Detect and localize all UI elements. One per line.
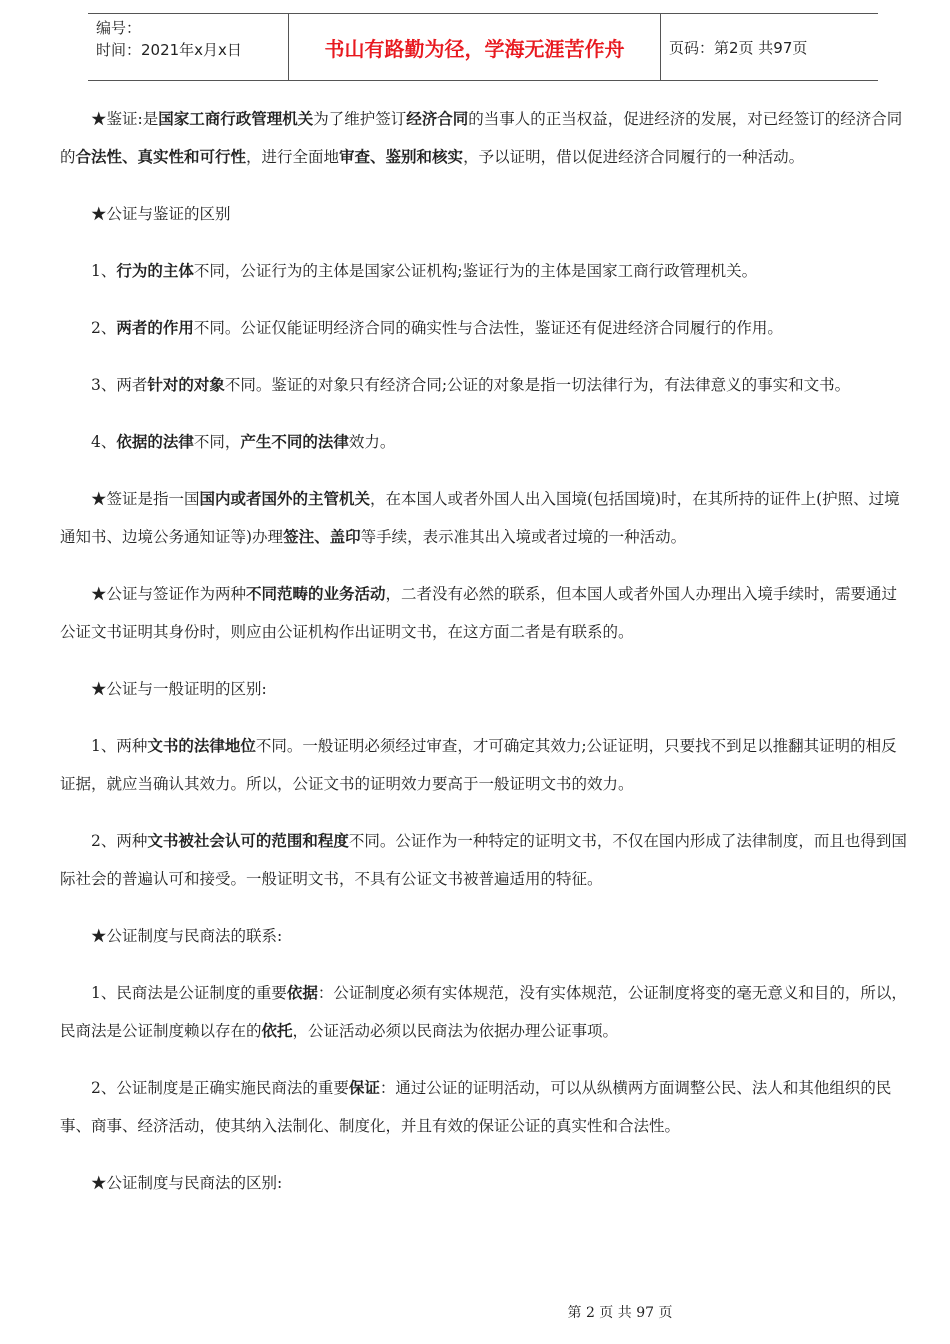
text-run: 1、民商法是公证制度的重要 xyxy=(91,984,287,1002)
emphasis-text: 依据的法律 xyxy=(116,432,194,451)
paragraph xyxy=(60,423,908,461)
text-run: 效力。 xyxy=(348,433,396,451)
emphasis-text: 针对的对象 xyxy=(147,375,225,394)
text-run: ★公证与鉴证的区别 xyxy=(91,205,231,223)
text-run: ★公证与一般证明的区别: xyxy=(91,680,267,698)
paragraph xyxy=(60,974,908,1050)
paragraph xyxy=(60,575,908,651)
paragraph xyxy=(60,252,908,290)
text-run: ★鉴证:是 xyxy=(91,110,159,128)
text-run: ★公证与签证作为两种 xyxy=(91,585,247,603)
paragraph xyxy=(60,480,908,556)
text-run: ，在本国人或者外国人出入国境(包括国境)时，在其所持的证件上(护照、过境通知书、边境公务通知证等)办理 xyxy=(60,490,900,546)
paragraph xyxy=(60,100,908,176)
paragraph xyxy=(60,822,908,898)
emphasis-text: 经济合同 xyxy=(406,109,469,128)
document-body xyxy=(60,100,908,1221)
text-run: ★公证制度与民商法的联系: xyxy=(91,927,283,945)
text-run: ，予以证明，借以促进经济合同履行的一种活动。 xyxy=(463,148,805,166)
text-run: ，公证活动必须以民商法为依据办理公证事项。 xyxy=(292,1022,619,1040)
text-run: 2、公证制度是正确实施民商法的重要 xyxy=(91,1079,349,1097)
document-number-label: 编号： xyxy=(96,19,142,37)
emphasis-text: 保证 xyxy=(348,1078,380,1097)
paragraph xyxy=(60,670,908,708)
emphasis-text: 依据 xyxy=(286,983,318,1002)
document-time: 时间：2021年x月x日 xyxy=(96,41,242,59)
emphasis-text: 合法性、真实性和可行性 xyxy=(75,147,247,166)
paragraph xyxy=(60,1069,908,1145)
emphasis-text: 两者的作用 xyxy=(116,318,194,337)
emphasis-text: 审查、鉴别和核实 xyxy=(339,147,464,166)
text-run: ：公证制度必须有实体规范，没有实体规范，公证制度将变的毫无意义和目的，所以，民商法是公证制度赖以存在的 xyxy=(60,984,907,1040)
page-header xyxy=(88,13,878,81)
text-run: 2、 xyxy=(91,319,117,337)
text-run: 不同。公证作为一种特定的证明文书，不仅在国内形成了法律制度，而且也得到国际社会的普遍认可和接受。一般证明文书，不具有公证文书被普遍适用的特征。 xyxy=(60,832,907,888)
text-run: 不同，公证行为的主体是国家公证机构;鉴证行为的主体是国家工商行政管理机关。 xyxy=(193,262,758,280)
header-page-info: 页码：第2页 共97页 xyxy=(669,38,808,57)
text-run: 3、两者 xyxy=(91,376,148,394)
text-run: 2、两种 xyxy=(91,832,148,850)
paragraph xyxy=(60,195,908,233)
text-run: 等手续，表示准其出入境或者过境的一种活动。 xyxy=(360,528,687,546)
emphasis-text: 国内或者国外的主管机关 xyxy=(199,489,371,508)
paragraph xyxy=(60,917,908,955)
text-run: ：通过公证的证明活动，可以从纵横两方面调整公民、法人和其他组织的民事、商事、经济活动，使其纳入法制化、制度化，并且有效的保证公证的真实性和合法性。 xyxy=(60,1079,892,1135)
text-run: ★公证制度与民商法的区别: xyxy=(91,1174,283,1192)
header-motto: 书山有路勤为径，学海无涯苦作舟 xyxy=(288,14,661,80)
paragraph xyxy=(60,727,908,803)
text-run: 不同。鉴证的对象只有经济合同;公证的对象是指一切法律行为，有法律意义的事实和文书。 xyxy=(224,376,851,394)
emphasis-text: 依托 xyxy=(261,1021,293,1040)
text-run: 不同。一般证明必须经过审查，才可确定其效力;公证证明，只要找不到足以推翻其证明的相反证据，就应当确认其效力。所以，公证文书的证明效力要高于一般证明文书的效力。 xyxy=(60,737,897,793)
paragraph xyxy=(60,1164,908,1202)
emphasis-text: 签注、盖印 xyxy=(283,527,361,546)
emphasis-text: 国家工商行政管理机关 xyxy=(158,109,314,128)
paragraph xyxy=(60,366,908,404)
text-run: ，进行全面地 xyxy=(246,148,340,166)
paragraph xyxy=(60,309,908,347)
text-run: ★签证是指一国 xyxy=(91,490,200,508)
text-run: 不同， xyxy=(193,433,241,451)
text-run: 1、 xyxy=(91,262,117,280)
text-run: 4、 xyxy=(91,433,117,451)
emphasis-text: 文书被社会认可的范围和程度 xyxy=(147,831,349,850)
emphasis-text: 行为的主体 xyxy=(116,261,194,280)
text-run: ，二者没有必然的联系，但本国人或者外国人办理出入境手续时，需要通过公证文书证明其身份时，则应由公证机构作出证明文书，在这方面二者是有联系的。 xyxy=(60,585,898,641)
emphasis-text: 不同范畴的业务活动 xyxy=(246,584,386,603)
emphasis-text: 文书的法律地位 xyxy=(147,736,256,755)
text-run: 为了维护签订 xyxy=(313,110,407,128)
emphasis-text: 产生不同的法律 xyxy=(240,432,349,451)
header-meta xyxy=(88,14,288,80)
text-run: 不同。公证仅能证明经济合同的确实性与合法性，鉴证还有促进经济合同履行的作用。 xyxy=(193,319,783,337)
text-run: 的当事人的正当权益，促进经济的发展，对已经签订的经济合同的 xyxy=(60,110,903,166)
page-footer: 第 2 页 共 97 页 xyxy=(567,1305,673,1321)
text-run: 1、两种 xyxy=(91,737,148,755)
